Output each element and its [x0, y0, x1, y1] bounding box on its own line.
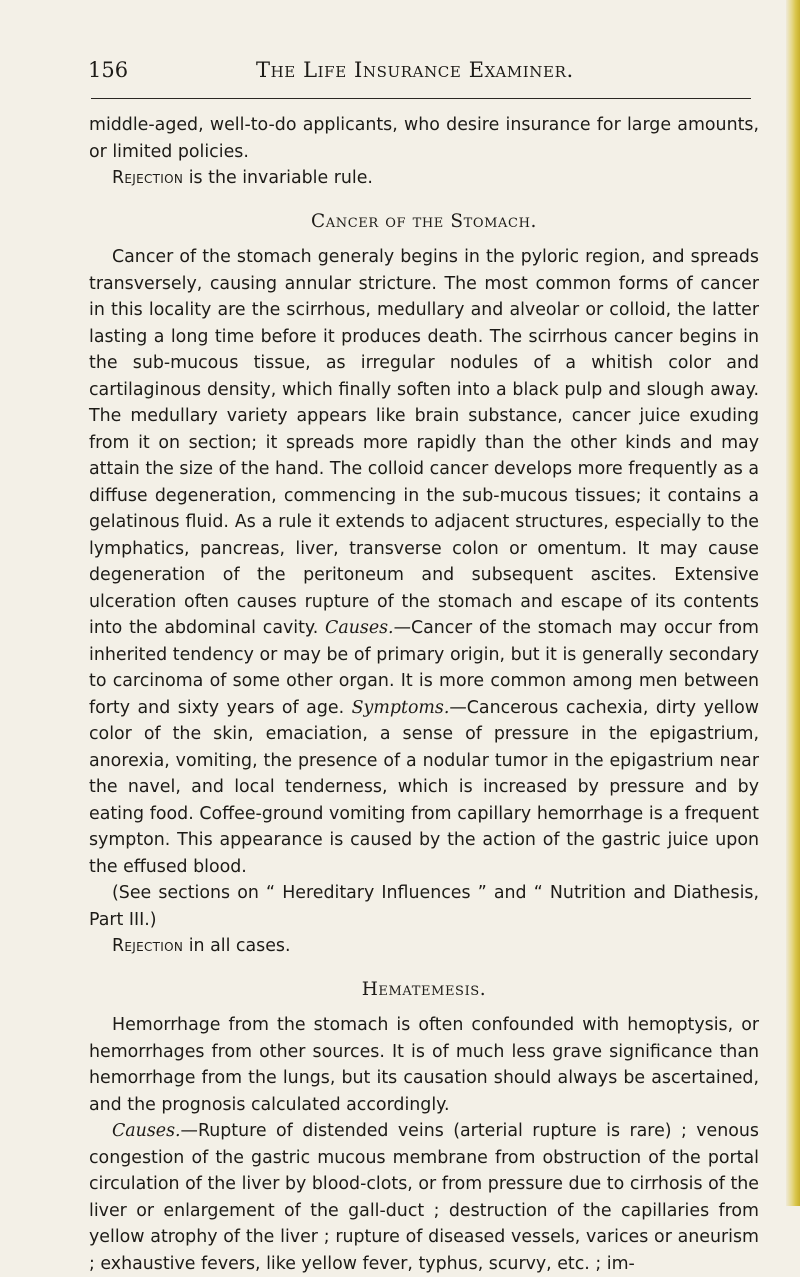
section-title-cancer: Cancer of the Stomach.: [310, 210, 538, 232]
cancer-paragraph: [89, 244, 759, 880]
causes-label: Causes.: [325, 618, 394, 638]
cancer-description: Cancer of the stomach generaly begins in the pyloric region, and spreads transversely, causing annular stricture. The most common forms of cancer in this locality are the scirrhous, medullary and alveolar or colloid, the latter lasting a long time before it produces death. The scirrhous cancer begins in the sub-mucous tissue, as irregular nodules of a whitish color and cartilaginous density, which finally soften into a black pulp and slough away. The medullary variety appears like brain substance, cancer juice exuding from it on section; it spreads more rapidly than the other kinds and may attain the size of the hand. The colloid cancer develops more frequently as a diffuse degeneration, commencing in the sub-mucous tissues; it contains a gelatinous fluid. As a rule it extends to adjacent structures, especially to the lymphatics, pancreas, liver, transverse colon or omentum. It may cause degeneration of the peritoneum and subsequent ascites. Extensive ulceration often causes rupture of the stomach and escape of its contents into the abdominal cavity.: [89, 247, 759, 638]
rejection-rest: is the invariable rule.: [183, 168, 373, 188]
section-title-hematemesis: Hematemesis.: [361, 978, 487, 1000]
continuation-paragraph: middle-aged, well-to-do applicants, who desire insurance for large amounts, or limited policies.: [89, 115, 759, 162]
hematemesis-causes-paragraph: [89, 1118, 759, 1277]
causes-text: —Rupture of distended veins (arterial rupture is rare) ; venous congestion of the gastric mucous membrane from obstruction of the portal circulation of the liver by blood-clots, or from pressure due to cirrhosis of the liver or enlargement of the gall-duct ; destruction of the capillaries from yellow atrophy of the liver ; rupture of diseased vessels, varices or aneurism ; exhaustive fevers, like yellow fever, typhus, scurvy, etc. ; im-: [89, 1121, 759, 1274]
rejection-rest: in all cases.: [183, 936, 291, 956]
rejection-word: Rejection: [112, 936, 184, 956]
cancer-rejection-paragraph: [89, 933, 759, 960]
see-also-paragraph: (See sections on “ Hereditary Influences ” and “ Nutrition and Diathesis, Part III.): [89, 883, 759, 930]
rejection-word: Rejection: [112, 168, 184, 188]
page-header: [88, 58, 760, 90]
page-number: 156: [88, 58, 129, 82]
running-head: The Life Insurance Examiner.: [256, 58, 574, 82]
symptoms-label: Symptoms.: [351, 697, 450, 718]
page-edge: [786, 0, 800, 1206]
hematemesis-paragraph: Hemorrhage from the stomach is often confounded with hemoptysis, or hemorrhages from other sources. It is of much less grave significance than hemorrhage from the lungs, but its causation should always be ascertained, and the prognosis calculated accordingly.: [89, 1015, 759, 1115]
rejection-paragraph: [89, 165, 759, 192]
symptoms-text: —Cancerous cachexia, dirty yellow color of the skin, emaciation, a sense of pressure in the epigastrium, anorexia, vomiting, the presence of a nodular tumor in the epigastrium near the navel, and local tenderness, which is increased by pressure and by eating food. Coffee-ground vomiting from capillary hemorrhage is a frequent sympton. This appearance is caused by the action of the gastric juice upon the effused blood.: [89, 697, 760, 877]
header-rule: [91, 98, 751, 99]
causes-label: Causes.: [112, 1121, 181, 1141]
body-text: [89, 112, 759, 1277]
causes-text: —Cancer of the stomach may occur from inherited tendency or may be of primary origin, but it is generally secondary to carcinoma of some other organ. It is more common among men between forty and sixty years of age.: [89, 618, 759, 718]
